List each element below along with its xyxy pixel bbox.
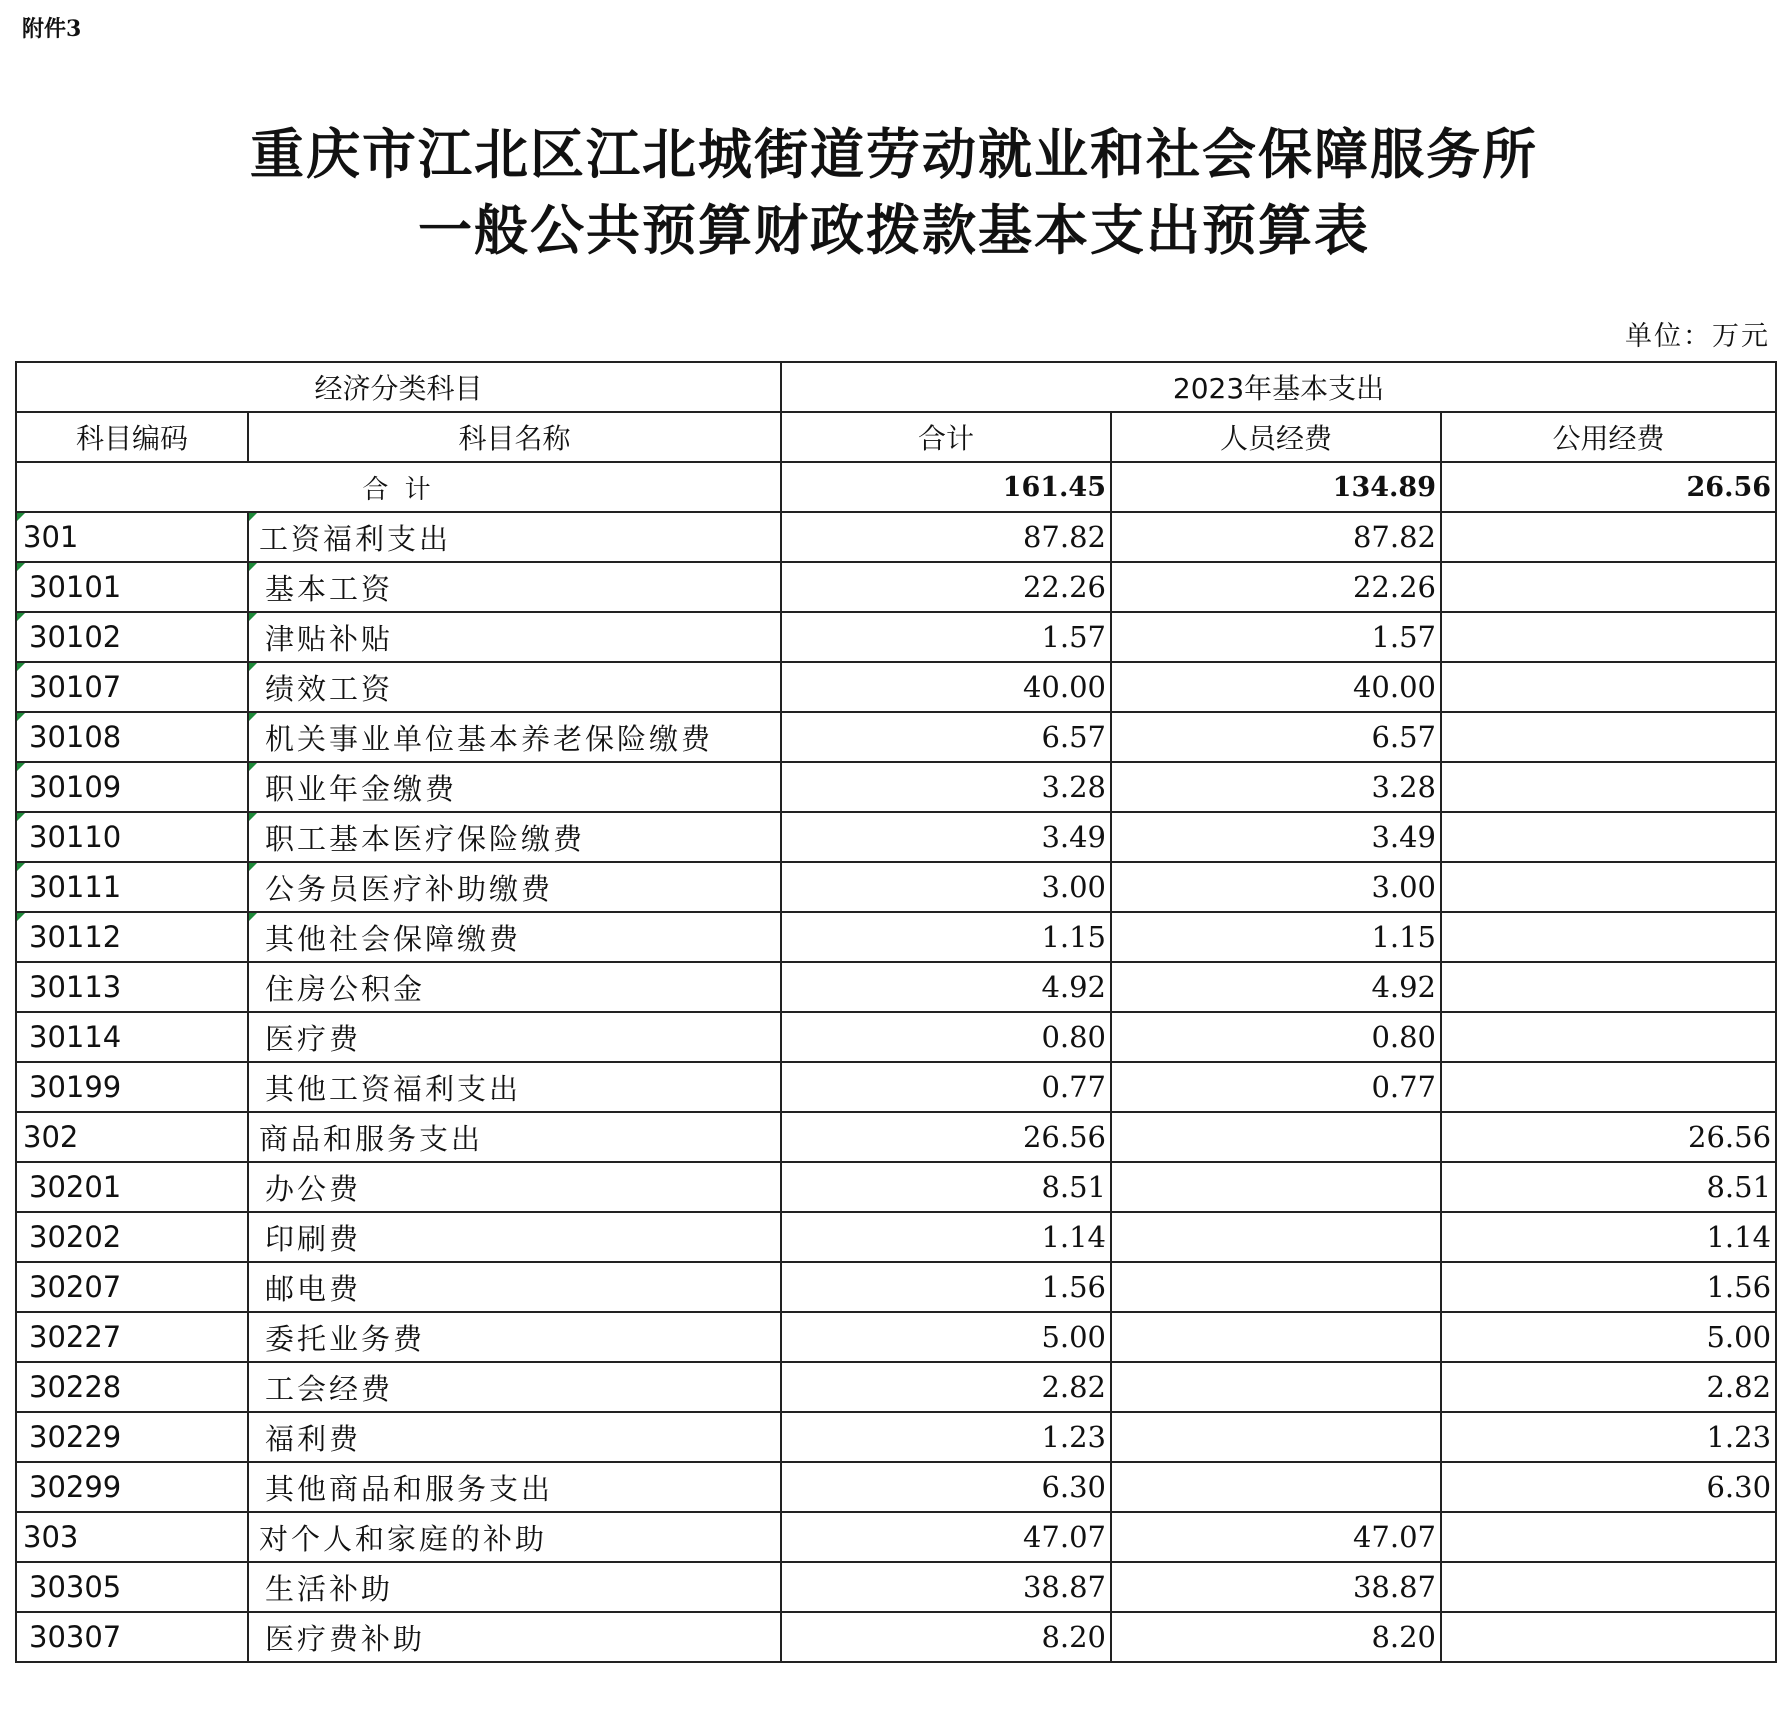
row-name: 机关事业单位基本养老保险缴费 [248, 712, 781, 762]
header-total: 合计 [781, 412, 1111, 462]
row-code: 30110 [16, 812, 248, 862]
row-total: 8.51 [781, 1162, 1111, 1212]
table-row [16, 1412, 1776, 1462]
row-name: 其他工资福利支出 [248, 1062, 781, 1112]
row-code: 30201 [16, 1162, 248, 1212]
row-personnel: 0.80 [1111, 1012, 1441, 1062]
row-total: 6.57 [781, 712, 1111, 762]
row-name: 邮电费 [248, 1262, 781, 1312]
header-economic-category: 经济分类科目 [16, 362, 781, 412]
table-row [16, 1512, 1776, 1562]
row-code: 30101 [16, 562, 248, 612]
row-name: 工会经费 [248, 1362, 781, 1412]
row-code: 30307 [16, 1612, 248, 1662]
total-row [16, 462, 1776, 512]
row-public [1441, 912, 1776, 962]
table-row [16, 1462, 1776, 1512]
table-row [16, 812, 1776, 862]
row-code: 30112 [16, 912, 248, 962]
cell-marker-icon [17, 763, 25, 771]
table-row [16, 862, 1776, 912]
row-name: 生活补助 [248, 1562, 781, 1612]
row-personnel [1111, 1162, 1441, 1212]
row-personnel: 47.07 [1111, 1512, 1441, 1562]
cell-marker-icon [17, 513, 25, 521]
row-total: 8.20 [781, 1612, 1111, 1662]
row-personnel: 87.82 [1111, 512, 1441, 562]
header-code: 科目编码 [16, 412, 248, 462]
row-personnel [1111, 1112, 1441, 1162]
row-personnel: 22.26 [1111, 562, 1441, 612]
row-personnel [1111, 1412, 1441, 1462]
table-row [16, 712, 1776, 762]
budget-table [15, 361, 1777, 1663]
row-code: 30305 [16, 1562, 248, 1612]
cell-marker-icon [17, 913, 25, 921]
row-total: 1.23 [781, 1412, 1111, 1462]
table-row [16, 612, 1776, 662]
row-code: 30229 [16, 1412, 248, 1462]
row-code: 303 [16, 1512, 248, 1562]
row-name: 基本工资 [248, 562, 781, 612]
table-row [16, 562, 1776, 612]
row-personnel: 8.20 [1111, 1612, 1441, 1662]
row-public [1441, 1012, 1776, 1062]
row-total: 5.00 [781, 1312, 1111, 1362]
cell-marker-icon [249, 513, 257, 521]
cell-marker-icon [17, 713, 25, 721]
row-public [1441, 962, 1776, 1012]
table-row [16, 1612, 1776, 1662]
row-total: 4.92 [781, 962, 1111, 1012]
total-public: 26.56 [1441, 462, 1776, 512]
row-public: 2.82 [1441, 1362, 1776, 1412]
row-name: 工资福利支出 [248, 512, 781, 562]
row-public [1441, 1512, 1776, 1562]
row-code: 30107 [16, 662, 248, 712]
table-row [16, 762, 1776, 812]
row-public [1441, 1612, 1776, 1662]
table-row [16, 662, 1776, 712]
row-code: 301 [16, 512, 248, 562]
row-personnel [1111, 1362, 1441, 1412]
page-title-line2: 一般公共预算财政拨款基本支出预算表 [418, 198, 1370, 262]
cell-marker-icon [249, 563, 257, 571]
cell-marker-icon [249, 663, 257, 671]
row-code: 30108 [16, 712, 248, 762]
cell-marker-icon [17, 813, 25, 821]
row-name: 职工基本医疗保险缴费 [248, 812, 781, 862]
table-row [16, 512, 1776, 562]
row-personnel: 6.57 [1111, 712, 1441, 762]
cell-marker-icon [249, 813, 257, 821]
row-code: 30228 [16, 1362, 248, 1412]
page-title-line1: 重庆市江北区江北城街道劳动就业和社会保障服务所 [250, 122, 1538, 186]
cell-marker-icon [17, 863, 25, 871]
cell-marker-icon [249, 763, 257, 771]
row-total: 22.26 [781, 562, 1111, 612]
unit-label: 单位：万元 [1625, 321, 1770, 352]
table-row [16, 1562, 1776, 1612]
row-public [1441, 1562, 1776, 1612]
header-group-row [16, 362, 1776, 412]
header-public: 公用经费 [1441, 412, 1776, 462]
row-name: 住房公积金 [248, 962, 781, 1012]
row-public [1441, 862, 1776, 912]
table-row [16, 1262, 1776, 1312]
table-row [16, 1362, 1776, 1412]
row-public: 6.30 [1441, 1462, 1776, 1512]
row-total: 38.87 [781, 1562, 1111, 1612]
total-personnel: 134.89 [1111, 462, 1441, 512]
row-total: 1.15 [781, 912, 1111, 962]
row-name: 公务员医疗补助缴费 [248, 862, 781, 912]
table-row [16, 1062, 1776, 1112]
row-total: 40.00 [781, 662, 1111, 712]
cell-marker-icon [249, 913, 257, 921]
row-public [1441, 762, 1776, 812]
row-public [1441, 662, 1776, 712]
row-name: 医疗费补助 [248, 1612, 781, 1662]
cell-marker-icon [17, 663, 25, 671]
attachment-label: 附件3 [22, 16, 82, 42]
header-name: 科目名称 [248, 412, 781, 462]
table-row [16, 1212, 1776, 1262]
row-total: 2.82 [781, 1362, 1111, 1412]
row-name: 医疗费 [248, 1012, 781, 1062]
row-total: 6.30 [781, 1462, 1111, 1512]
row-personnel: 3.49 [1111, 812, 1441, 862]
row-public: 1.56 [1441, 1262, 1776, 1312]
row-personnel [1111, 1262, 1441, 1312]
header-personnel: 人员经费 [1111, 412, 1441, 462]
row-code: 30299 [16, 1462, 248, 1512]
row-personnel: 3.00 [1111, 862, 1441, 912]
row-public: 1.14 [1441, 1212, 1776, 1262]
row-name: 其他商品和服务支出 [248, 1462, 781, 1512]
row-code: 30114 [16, 1012, 248, 1062]
row-public [1441, 712, 1776, 762]
table-row [16, 912, 1776, 962]
row-public [1441, 1062, 1776, 1112]
row-name: 职业年金缴费 [248, 762, 781, 812]
row-code: 30202 [16, 1212, 248, 1262]
row-name: 印刷费 [248, 1212, 781, 1262]
row-public [1441, 512, 1776, 562]
total-label: 合 计 [16, 462, 781, 512]
row-public: 1.23 [1441, 1412, 1776, 1462]
row-name: 对个人和家庭的补助 [248, 1512, 781, 1562]
row-total: 1.57 [781, 612, 1111, 662]
row-personnel: 3.28 [1111, 762, 1441, 812]
row-personnel [1111, 1312, 1441, 1362]
row-personnel: 4.92 [1111, 962, 1441, 1012]
row-personnel: 1.57 [1111, 612, 1441, 662]
table-row [16, 1012, 1776, 1062]
row-name: 委托业务费 [248, 1312, 781, 1362]
row-code: 30102 [16, 612, 248, 662]
row-public [1441, 812, 1776, 862]
row-name: 办公费 [248, 1162, 781, 1212]
row-code: 30199 [16, 1062, 248, 1112]
row-name: 福利费 [248, 1412, 781, 1462]
table-row [16, 962, 1776, 1012]
row-code: 30207 [16, 1262, 248, 1312]
row-personnel [1111, 1212, 1441, 1262]
row-personnel: 38.87 [1111, 1562, 1441, 1612]
row-public: 26.56 [1441, 1112, 1776, 1162]
row-total: 0.77 [781, 1062, 1111, 1112]
row-total: 47.07 [781, 1512, 1111, 1562]
row-total: 26.56 [781, 1112, 1111, 1162]
row-public: 5.00 [1441, 1312, 1776, 1362]
table-row [16, 1162, 1776, 1212]
row-total: 87.82 [781, 512, 1111, 562]
row-name: 津贴补贴 [248, 612, 781, 662]
row-code: 30111 [16, 862, 248, 912]
row-total: 1.56 [781, 1262, 1111, 1312]
row-code: 30113 [16, 962, 248, 1012]
cell-marker-icon [17, 613, 25, 621]
row-personnel: 1.15 [1111, 912, 1441, 962]
total-amount: 161.45 [781, 462, 1111, 512]
cell-marker-icon [249, 863, 257, 871]
cell-marker-icon [17, 563, 25, 571]
header-column-row [16, 412, 1776, 462]
row-name: 绩效工资 [248, 662, 781, 712]
row-total: 3.28 [781, 762, 1111, 812]
row-code: 30109 [16, 762, 248, 812]
row-personnel: 40.00 [1111, 662, 1441, 712]
row-personnel: 0.77 [1111, 1062, 1441, 1112]
row-public [1441, 562, 1776, 612]
row-total: 3.00 [781, 862, 1111, 912]
cell-marker-icon [249, 613, 257, 621]
cell-marker-icon [249, 713, 257, 721]
row-total: 0.80 [781, 1012, 1111, 1062]
row-code: 302 [16, 1112, 248, 1162]
row-total: 3.49 [781, 812, 1111, 862]
row-name: 其他社会保障缴费 [248, 912, 781, 962]
table-row [16, 1112, 1776, 1162]
row-total: 1.14 [781, 1212, 1111, 1262]
row-public: 8.51 [1441, 1162, 1776, 1212]
header-basic-expenditure: 2023年基本支出 [781, 362, 1776, 412]
table-row [16, 1312, 1776, 1362]
row-personnel [1111, 1462, 1441, 1512]
row-public [1441, 612, 1776, 662]
row-code: 30227 [16, 1312, 248, 1362]
row-name: 商品和服务支出 [248, 1112, 781, 1162]
